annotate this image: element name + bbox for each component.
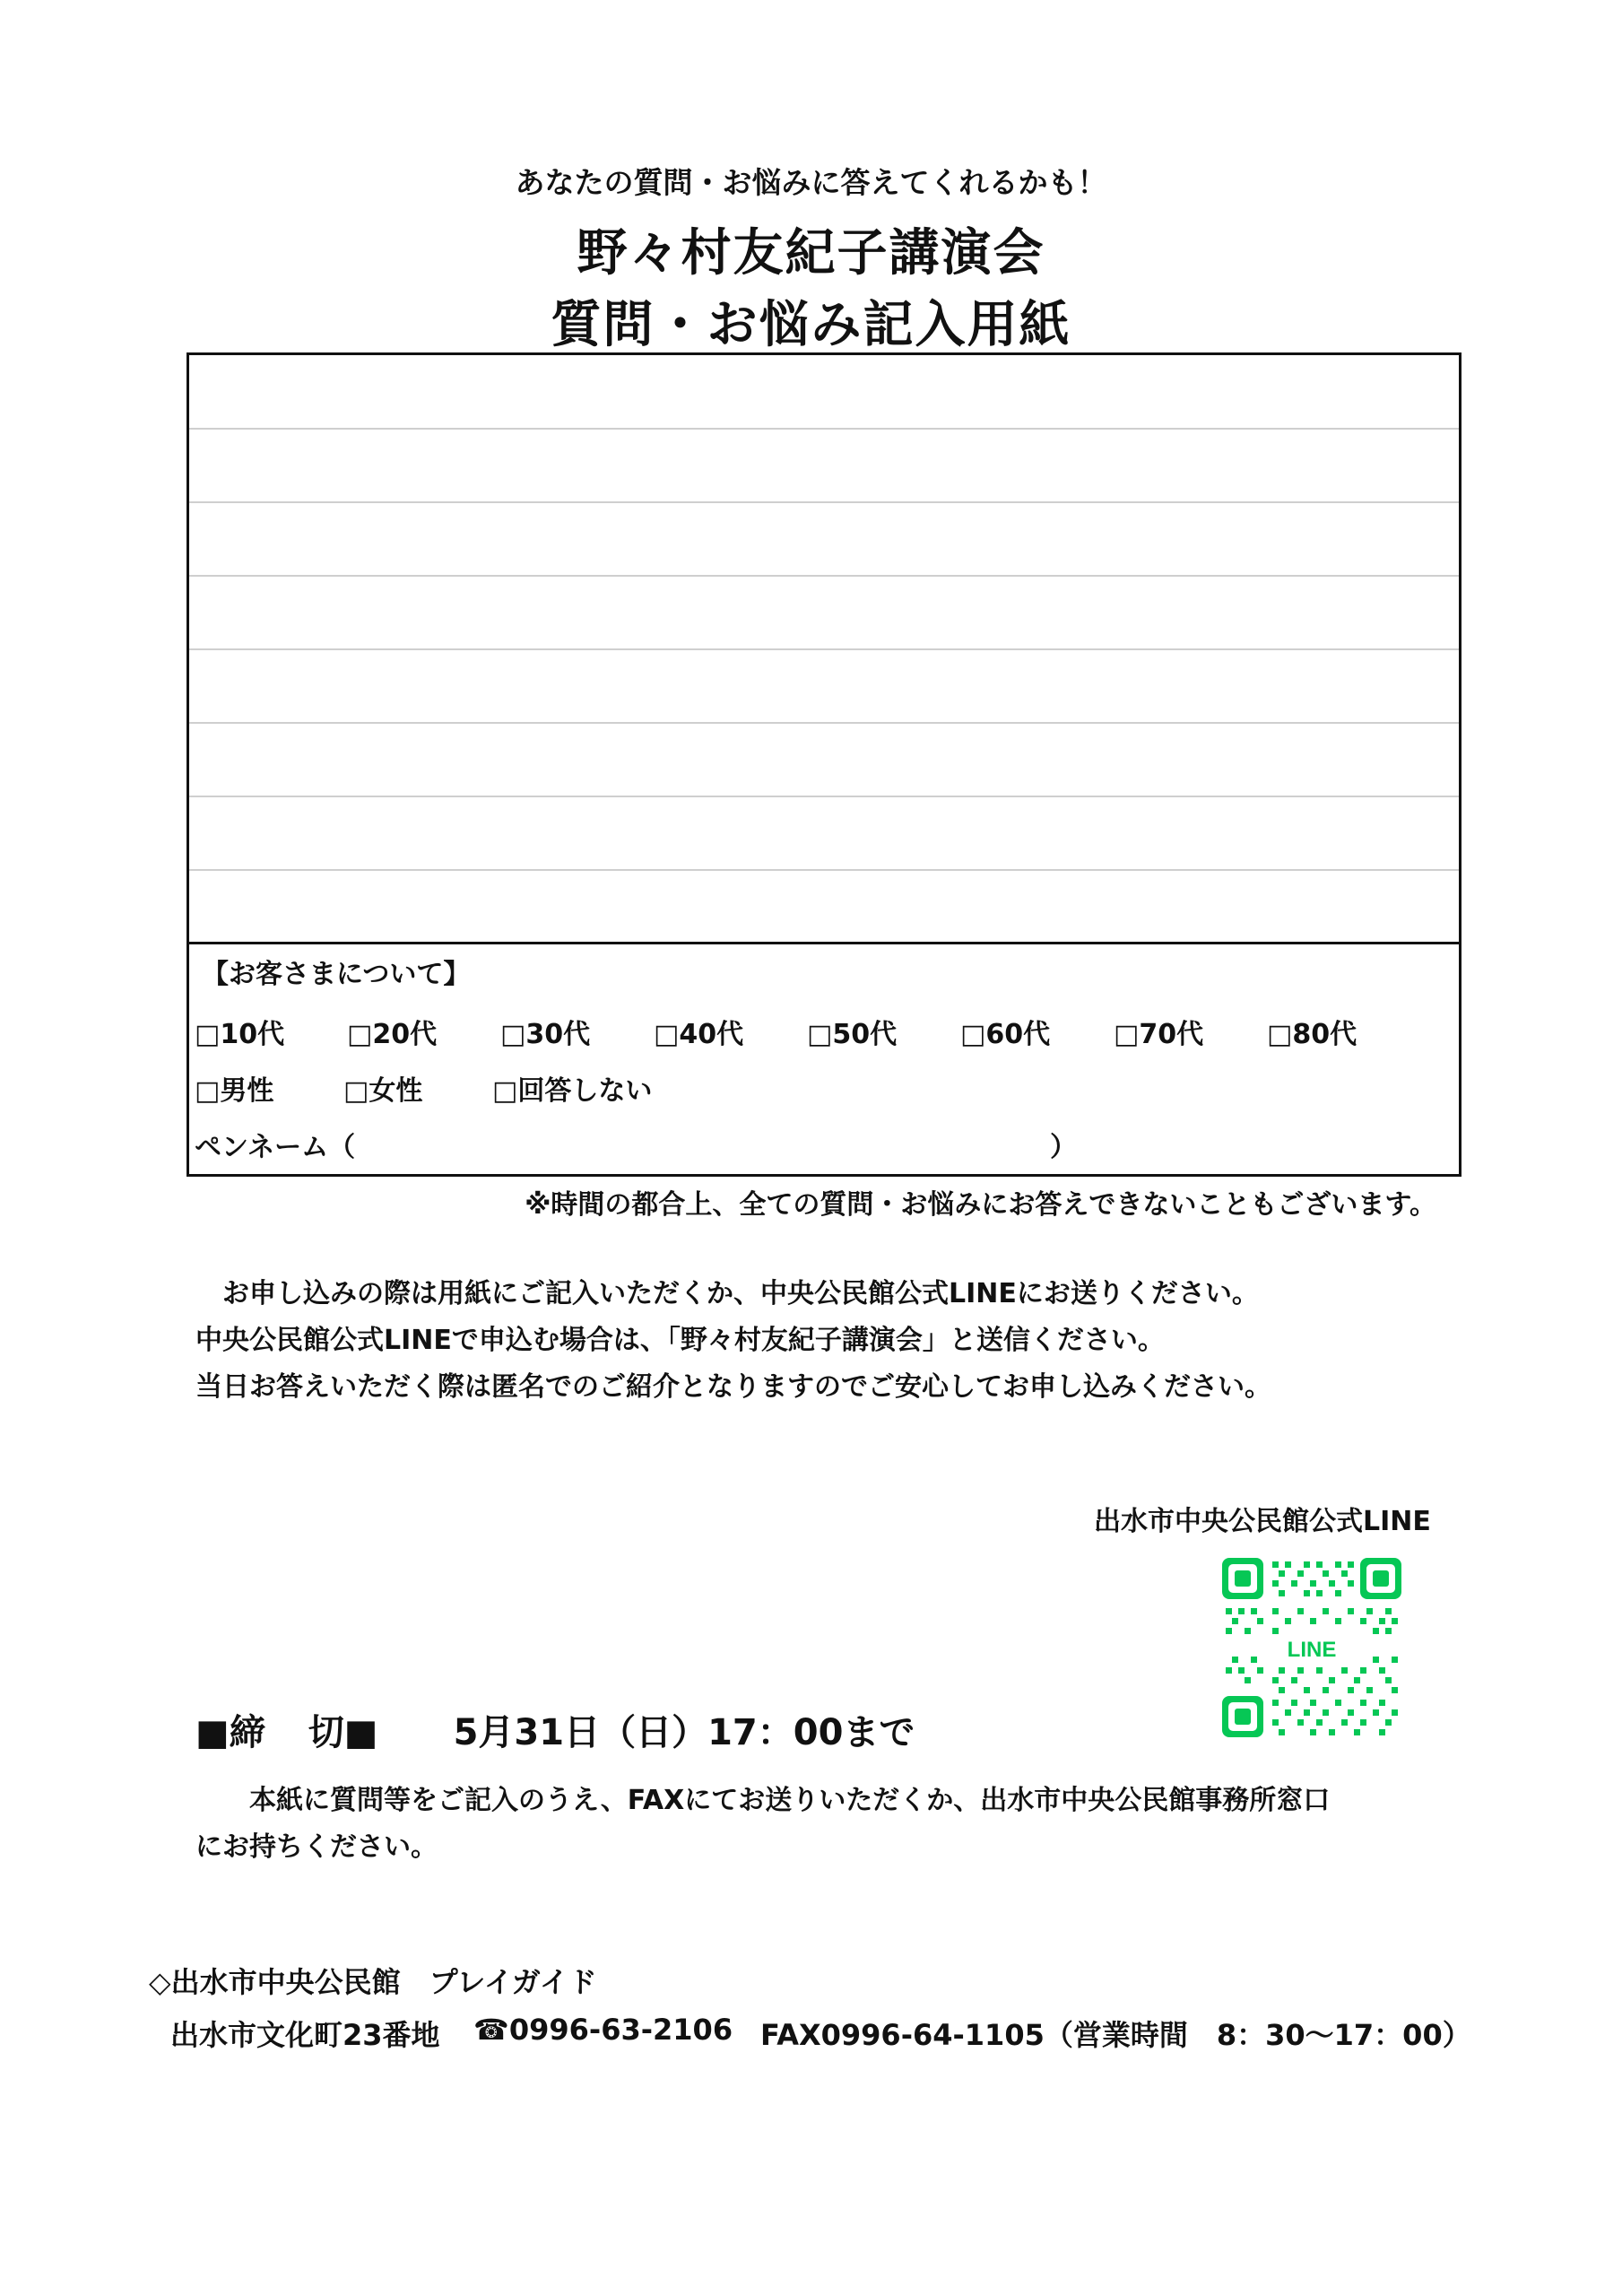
writing-line bbox=[189, 796, 1459, 797]
penname-close-paren: ） bbox=[1050, 1132, 1077, 1163]
gender-checkbox-female[interactable]: □女性 bbox=[343, 1075, 423, 1107]
line-qr-code[interactable] bbox=[1222, 1558, 1401, 1737]
penname-field[interactable] bbox=[369, 1120, 1050, 1156]
deadline-description-1: 本紙に質問等をご記入のうえ、FAXにてお送りいただくか、出水市中央公民館事務所窓口 bbox=[195, 1785, 1331, 1816]
age-checkbox-40s[interactable]: □40代 bbox=[654, 1019, 744, 1050]
writing-line bbox=[189, 648, 1459, 650]
gender-checkbox-no-answer[interactable]: □回答しない bbox=[492, 1075, 653, 1107]
deadline-label-b: 切■ bbox=[308, 1712, 378, 1753]
age-checkbox-10s[interactable]: □10代 bbox=[195, 1019, 285, 1050]
deadline-label-a: ■締 bbox=[195, 1712, 265, 1753]
footer-fax: FAX0996-64-1105（営業時間 8：30〜17：00） bbox=[760, 2018, 1471, 2052]
age-checkbox-50s[interactable]: □50代 bbox=[807, 1019, 898, 1050]
deadline-value: 5月31日（日）17：00まで bbox=[453, 1712, 915, 1753]
instruction-line-2: 中央公民館公式LINEで申込む場合は、「野々村友紀子講演会」と送信ください。 bbox=[195, 1325, 1165, 1356]
deadline-row bbox=[195, 1704, 915, 1755]
question-writing-area[interactable] bbox=[186, 352, 1462, 944]
penname-label: ペンネーム（ bbox=[195, 1132, 356, 1163]
tagline: あなたの質問・お悩みに答えてくれるかも！ bbox=[515, 165, 1107, 200]
title-line-1: 野々村友紀子講演会 bbox=[577, 224, 1045, 283]
customer-heading: 【お客さまについて】 bbox=[202, 959, 471, 990]
age-checkbox-60s[interactable]: □60代 bbox=[960, 1019, 1051, 1050]
title-line-2: 質問・お悩み記入用紙 bbox=[551, 296, 1071, 354]
gender-checkbox-male[interactable]: □男性 bbox=[195, 1075, 274, 1107]
writing-line bbox=[189, 501, 1459, 503]
writing-line bbox=[189, 722, 1459, 724]
line-account-label: 出水市中央公民館公式LINE bbox=[1094, 1506, 1431, 1537]
footer-address: 出水市文化町23番地 bbox=[170, 2018, 440, 2052]
age-checkbox-80s[interactable]: □80代 bbox=[1267, 1019, 1357, 1050]
customer-info-box bbox=[186, 942, 1462, 1177]
deadline-description-2: にお持ちください。 bbox=[195, 1831, 438, 1863]
age-checkbox-30s[interactable]: □30代 bbox=[500, 1019, 591, 1050]
writing-line bbox=[189, 428, 1459, 430]
age-checkbox-20s[interactable]: □20代 bbox=[347, 1019, 438, 1050]
time-note: ※時間の都合上、全ての質問・お悩みにお答えできないこともございます。 bbox=[525, 1189, 1436, 1221]
instruction-line-3: 当日お答えいただく際は匿名でのご紹介となりますのでご安心してお申し込みください。 bbox=[195, 1371, 1271, 1403]
writing-line bbox=[189, 869, 1459, 871]
footer-organization: ◇出水市中央公民館 プレイガイド bbox=[149, 1965, 597, 1999]
age-checkbox-70s[interactable]: □70代 bbox=[1114, 1019, 1204, 1050]
footer-tel: ☎0996-63-2106 bbox=[473, 2013, 733, 2047]
writing-line bbox=[189, 575, 1459, 577]
qr-line-badge: LINE bbox=[1287, 1638, 1337, 1662]
instruction-line-1: お申し込みの際は用紙にご記入いただくか、中央公民館公式LINEにお送りください。 bbox=[195, 1278, 1259, 1309]
